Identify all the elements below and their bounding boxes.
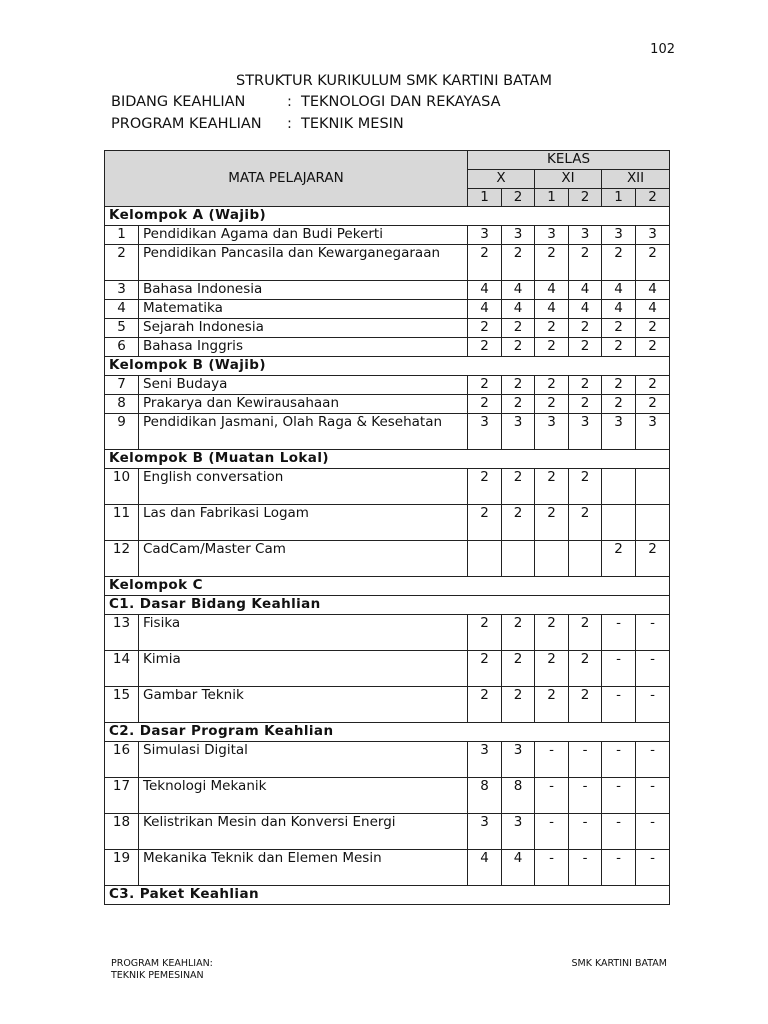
subject-number: 13 (105, 615, 139, 651)
hours-cell: 2 (535, 245, 569, 281)
subject-name: Teknologi Mekanik (139, 778, 468, 814)
subject-row (105, 469, 670, 505)
group-label: C3. Paket Keahlian (105, 886, 670, 905)
hours-cell (502, 541, 535, 577)
subject-name: Pendidikan Pancasila dan Kewarganegaraan (139, 245, 468, 281)
hours-cell: 3 (535, 414, 569, 450)
hours-cell: 3 (569, 226, 602, 245)
group-row (105, 723, 670, 742)
hours-cell: 2 (636, 245, 670, 281)
meta-program-keahlian (111, 116, 404, 132)
hours-cell: 2 (468, 319, 502, 338)
header-grade: X (468, 170, 535, 189)
header-semester: 2 (502, 189, 535, 207)
hours-cell (636, 505, 670, 541)
hours-cell: 4 (636, 281, 670, 300)
header-kelas: KELAS (468, 151, 670, 170)
meta-separator: : (287, 116, 292, 132)
hours-cell: 4 (502, 300, 535, 319)
hours-cell: 2 (569, 395, 602, 414)
hours-cell: 3 (468, 226, 502, 245)
group-label: Kelompok B (Muatan Lokal) (105, 450, 670, 469)
hours-cell: 2 (535, 687, 569, 723)
hours-cell: 2 (502, 338, 535, 357)
hours-cell: 2 (535, 395, 569, 414)
hours-cell: 4 (569, 300, 602, 319)
subject-name: English conversation (139, 469, 468, 505)
subject-row (105, 300, 670, 319)
subject-row (105, 376, 670, 395)
footer-program (111, 958, 213, 982)
hours-cell: 2 (535, 615, 569, 651)
subject-row (105, 319, 670, 338)
hours-cell: 2 (468, 651, 502, 687)
subject-row (105, 850, 670, 886)
hours-cell: 3 (602, 414, 636, 450)
group-label: Kelompok B (Wajib) (105, 357, 670, 376)
hours-cell: 8 (502, 778, 535, 814)
hours-cell: 2 (636, 395, 670, 414)
hours-cell: 2 (535, 469, 569, 505)
subject-row (105, 651, 670, 687)
hours-cell: 3 (502, 414, 535, 450)
subject-row (105, 778, 670, 814)
subject-number: 18 (105, 814, 139, 850)
subject-row (105, 505, 670, 541)
hours-cell: - (636, 850, 670, 886)
hours-cell: - (602, 778, 636, 814)
subject-name: Bahasa Indonesia (139, 281, 468, 300)
hours-cell: 2 (636, 319, 670, 338)
hours-cell: - (602, 687, 636, 723)
group-row (105, 207, 670, 226)
subject-row (105, 814, 670, 850)
header-semester: 1 (468, 189, 502, 207)
hours-cell: 3 (502, 226, 535, 245)
hours-cell: - (535, 742, 569, 778)
hours-cell: 2 (569, 505, 602, 541)
hours-cell: 2 (602, 319, 636, 338)
group-label: C2. Dasar Program Keahlian (105, 723, 670, 742)
hours-cell: - (569, 742, 602, 778)
subject-name: Bahasa Inggris (139, 338, 468, 357)
subject-name: CadCam/Master Cam (139, 541, 468, 577)
hours-cell: 2 (502, 395, 535, 414)
hours-cell: 2 (602, 376, 636, 395)
subject-number: 1 (105, 226, 139, 245)
subject-name: Simulasi Digital (139, 742, 468, 778)
hours-cell: - (535, 814, 569, 850)
hours-cell: 3 (502, 814, 535, 850)
hours-cell: - (569, 850, 602, 886)
hours-cell: 2 (535, 651, 569, 687)
hours-cell: 2 (502, 687, 535, 723)
hours-cell: 2 (468, 376, 502, 395)
hours-cell: 4 (636, 300, 670, 319)
hours-cell: 2 (468, 469, 502, 505)
hours-cell: 2 (636, 376, 670, 395)
hours-cell: - (602, 651, 636, 687)
hours-cell: 4 (502, 281, 535, 300)
hours-cell (636, 469, 670, 505)
hours-cell: 2 (636, 338, 670, 357)
hours-cell: 2 (569, 687, 602, 723)
hours-cell: 4 (502, 850, 535, 886)
meta-key: BIDANG KEAHLIAN (111, 94, 246, 110)
subject-name: Matematika (139, 300, 468, 319)
curriculum-table (104, 150, 670, 905)
subject-name: Las dan Fabrikasi Logam (139, 505, 468, 541)
hours-cell: - (569, 814, 602, 850)
subject-name: Pendidikan Agama dan Budi Pekerti (139, 226, 468, 245)
subject-row (105, 687, 670, 723)
hours-cell: 4 (602, 281, 636, 300)
subject-row (105, 281, 670, 300)
hours-cell: 2 (502, 376, 535, 395)
hours-cell: - (636, 615, 670, 651)
subject-name: Kimia (139, 651, 468, 687)
hours-cell: - (602, 850, 636, 886)
meta-key: PROGRAM KEAHLIAN (111, 116, 262, 132)
hours-cell: - (602, 742, 636, 778)
hours-cell (602, 469, 636, 505)
footer-program-name: TEKNIK PEMESINAN (111, 970, 204, 981)
hours-cell: 2 (535, 319, 569, 338)
hours-cell: - (602, 814, 636, 850)
hours-cell: 2 (468, 505, 502, 541)
hours-cell: - (535, 778, 569, 814)
hours-cell: 8 (468, 778, 502, 814)
hours-cell: - (636, 742, 670, 778)
header-semester: 2 (636, 189, 670, 207)
group-label: Kelompok C (105, 577, 670, 596)
hours-cell: 2 (535, 505, 569, 541)
group-label: Kelompok A (Wajib) (105, 207, 670, 226)
hours-cell: 3 (502, 742, 535, 778)
hours-cell: 3 (468, 814, 502, 850)
subject-row (105, 395, 670, 414)
hours-cell: 2 (502, 469, 535, 505)
hours-cell: 2 (468, 338, 502, 357)
subject-number: 5 (105, 319, 139, 338)
subject-number: 9 (105, 414, 139, 450)
subject-name: Pendidikan Jasmani, Olah Raga & Kesehatan (139, 414, 468, 450)
hours-cell: - (636, 814, 670, 850)
header-semester: 2 (569, 189, 602, 207)
hours-cell: 2 (569, 319, 602, 338)
hours-cell: - (535, 850, 569, 886)
subject-name: Seni Budaya (139, 376, 468, 395)
hours-cell: 2 (535, 376, 569, 395)
subject-number: 17 (105, 778, 139, 814)
hours-cell: 2 (569, 615, 602, 651)
subject-row (105, 742, 670, 778)
hours-cell: 3 (468, 414, 502, 450)
page-number: 102 (650, 42, 675, 57)
hours-cell: 2 (569, 469, 602, 505)
subject-number: 2 (105, 245, 139, 281)
hours-cell: 3 (569, 414, 602, 450)
meta-bidang-keahlian (111, 94, 501, 110)
hours-cell: 4 (569, 281, 602, 300)
meta-value: TEKNOLOGI DAN REKAYASA (301, 94, 501, 110)
header-grade: XI (535, 170, 602, 189)
subject-row (105, 245, 670, 281)
header-semester: 1 (535, 189, 569, 207)
subject-number: 3 (105, 281, 139, 300)
hours-cell: 4 (468, 281, 502, 300)
hours-cell (602, 505, 636, 541)
hours-cell: 2 (502, 505, 535, 541)
subject-number: 6 (105, 338, 139, 357)
hours-cell: 2 (569, 651, 602, 687)
hours-cell: 2 (569, 338, 602, 357)
hours-cell: - (636, 687, 670, 723)
hours-cell: 4 (468, 300, 502, 319)
hours-cell: 3 (636, 226, 670, 245)
hours-cell: 3 (636, 414, 670, 450)
group-label: C1. Dasar Bidang Keahlian (105, 596, 670, 615)
group-row (105, 596, 670, 615)
subject-number: 11 (105, 505, 139, 541)
subject-number: 19 (105, 850, 139, 886)
footer-program-label: PROGRAM KEAHLIAN: (111, 958, 213, 969)
subject-number: 15 (105, 687, 139, 723)
hours-cell: 2 (569, 245, 602, 281)
group-row (105, 577, 670, 596)
hours-cell: 2 (602, 245, 636, 281)
group-row (105, 886, 670, 905)
hours-cell: 3 (468, 742, 502, 778)
subject-name: Mekanika Teknik dan Elemen Mesin (139, 850, 468, 886)
meta-value: TEKNIK MESIN (301, 116, 404, 132)
hours-cell: 2 (468, 395, 502, 414)
hours-cell: 2 (468, 687, 502, 723)
subject-name: Kelistrikan Mesin dan Konversi Energi (139, 814, 468, 850)
meta-separator: : (287, 94, 292, 110)
subject-row (105, 541, 670, 577)
subject-name: Gambar Teknik (139, 687, 468, 723)
hours-cell: 4 (602, 300, 636, 319)
hours-cell: 4 (535, 300, 569, 319)
hours-cell: 4 (468, 850, 502, 886)
header-grade: XII (602, 170, 670, 189)
group-row (105, 450, 670, 469)
subject-number: 4 (105, 300, 139, 319)
group-row (105, 357, 670, 376)
hours-cell (535, 541, 569, 577)
hours-cell: 2 (602, 395, 636, 414)
subject-number: 14 (105, 651, 139, 687)
hours-cell: 2 (468, 615, 502, 651)
subject-number: 7 (105, 376, 139, 395)
hours-cell: 2 (569, 376, 602, 395)
footer-school: SMK KARTINI BATAM (571, 958, 667, 969)
hours-cell: 2 (602, 338, 636, 357)
hours-cell: - (569, 778, 602, 814)
hours-cell: - (636, 651, 670, 687)
subject-name: Prakarya dan Kewirausahaan (139, 395, 468, 414)
hours-cell: 3 (535, 226, 569, 245)
subject-row (105, 338, 670, 357)
hours-cell: 2 (502, 319, 535, 338)
hours-cell: 2 (602, 541, 636, 577)
subject-number: 8 (105, 395, 139, 414)
subject-number: 12 (105, 541, 139, 577)
subject-number: 16 (105, 742, 139, 778)
subject-row (105, 615, 670, 651)
hours-cell: 4 (535, 281, 569, 300)
hours-cell: 2 (502, 615, 535, 651)
hours-cell: - (636, 778, 670, 814)
header-row-kelas (105, 151, 670, 170)
hours-cell (468, 541, 502, 577)
hours-cell (569, 541, 602, 577)
hours-cell: 3 (602, 226, 636, 245)
header-mata-pelajaran: MATA PELAJARAN (105, 151, 468, 207)
header-semester: 1 (602, 189, 636, 207)
hours-cell: 2 (502, 245, 535, 281)
subject-number: 10 (105, 469, 139, 505)
hours-cell: 2 (468, 245, 502, 281)
hours-cell: 2 (636, 541, 670, 577)
subject-row (105, 414, 670, 450)
hours-cell: 2 (535, 338, 569, 357)
hours-cell: 2 (502, 651, 535, 687)
subject-row (105, 226, 670, 245)
document-title: STRUKTUR KURIKULUM SMK KARTINI BATAM (236, 73, 552, 89)
hours-cell: - (602, 615, 636, 651)
subject-name: Fisika (139, 615, 468, 651)
subject-name: Sejarah Indonesia (139, 319, 468, 338)
